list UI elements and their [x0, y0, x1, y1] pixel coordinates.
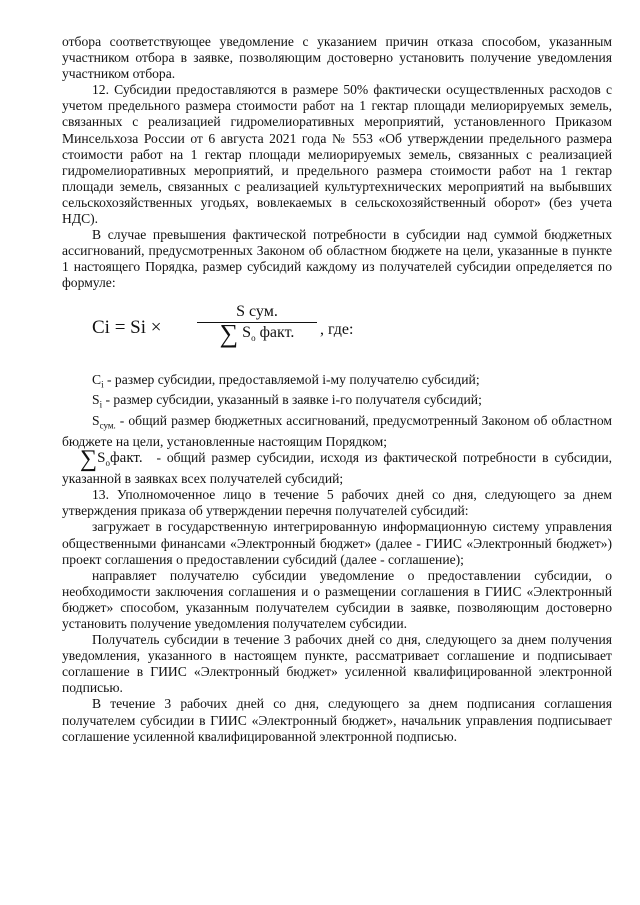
- definition-ssum-sub: сум.: [99, 420, 116, 431]
- formula-tail: , где:: [320, 320, 354, 338]
- paragraph-p1: 12. Субсидии предоставляются в размере 50% фактически осуществленных расходов с учетом предельного размера стоимости работ на 1 гектар площади мелиорируемых земель, связанных с реализацией гидромелиоративных мероприятий, установленного Приказом Минсельхоза России от 6 августа 2021 года № 553 «Об утверждении предельного размера стоимости работ на 1 гектар площади мелиорируемых земель, связанных с реализацией гидромелиоративных мероприятий, и предельного размера стоимости работ на 1 гектар площади земель, связанных с реализацией культуртехнических мероприятий на выбывших сельскохозяйственных угодьях, вовлекаемых в сельскохозяйственный оборот» (без учета НДС).: [62, 82, 612, 227]
- formula-denominator: [197, 318, 317, 348]
- definition-ci-symbol: C: [92, 371, 102, 387]
- sum-inline-s: S: [97, 450, 106, 467]
- definition-ssum-text: - общий размер бюджетных ассигнований, предусмотренный Законом об областном бюджете на цели, установленные настоящим Порядком;: [62, 413, 612, 449]
- definition-si-sub: i: [99, 400, 103, 411]
- definition-sum-fakt: [62, 446, 612, 487]
- subsidy-formula: [92, 300, 612, 362]
- sum-inline-sub: о: [105, 458, 110, 469]
- definition-ssum-symbol: S: [92, 413, 100, 429]
- definition-ssum: [62, 413, 612, 450]
- sigma-symbol: ∑: [219, 318, 239, 348]
- definition-si-text: - размер субсидии, указанный в заявке i-го получателя субсидий;: [102, 392, 482, 408]
- definition-si: [62, 392, 612, 413]
- paragraph-p6: загружает в государственную интегрированную информационную систему управления общественными финансами «Электронный бюджет» (далее - ГИИС «Электронный бюджет») проект соглашения о предоставлении субсидий (далее - соглашение);: [62, 519, 612, 567]
- paragraph-p8-start: Получатель субсидии в течение 3 рабочих дней со дня, следующего за днем: [92, 632, 547, 648]
- paragraph-p5: 13. Уполномоченное лицо в течение 5 рабочих дней со дня, следующего за днем утверждения приказа об утверждении перечня получателей субсидий:: [62, 487, 612, 519]
- formula-numerator: S сум.: [197, 304, 317, 323]
- definition-ci-text: - размер субсидии, предоставляемой i-му получателю субсидий;: [103, 371, 480, 387]
- definition-ci-sub: i: [101, 379, 104, 390]
- document-page: [62, 34, 612, 745]
- definition-ci: [62, 372, 612, 393]
- formula-den-text: факт.: [259, 323, 295, 341]
- paragraph-p2: В случае превышения фактической потребности в субсидии над суммой бюджетных ассигнований, предусмотренных Законом об областном бюджете на цели, указанные в пункте 1 настоящего Порядка, размер субсидий каждому из получателей субсидии определяется по формуле:: [62, 227, 612, 291]
- paragraph-p8-end: получения уведомления, указанного в настоящем пункте, рассматривает соглашение и подписывает соглашение в ГИИС «Электронный бюджет» усиленной квалифицированной электронной подписью.: [62, 632, 612, 696]
- sigma-symbol: ∑: [80, 446, 98, 473]
- sum-inline-fakt: факт.: [109, 450, 143, 467]
- paragraph-p8: [62, 632, 612, 696]
- sum-inline-formula: [80, 446, 143, 473]
- definition-sum-fakt-text: - общий размер субсидии, исходя из фактической потребности в субсидии, указанной в заявках всех получателей субсидий;: [62, 450, 612, 487]
- formula-lhs: Ci = Si ×: [92, 316, 162, 338]
- formula-den-s: S: [242, 323, 252, 341]
- definition-si-symbol: S: [92, 392, 100, 408]
- paragraph-p7: направляет получателю субсидии уведомление о предоставлении субсидии, о необходимости заключения соглашения и о размещении соглашения в ГИИС «Электронный бюджет» способом, указанным получателем субсидии в заявке, позволяющим достоверно установить получение уведомления получателем субсидии.: [62, 567, 612, 631]
- formula-fraction: [197, 304, 317, 346]
- paragraph-p9: В течение 3 рабочих дней со дня, следующего за днем подписания соглашения получателем субсидии в ГИИС «Электронный бюджет», начальник управления подписывает соглашение усиленной квалифицированной электронной подписью.: [62, 696, 612, 744]
- paragraph-p0: отбора соответствующее уведомление с указанием причин отказа способом, указанным участником отбора в заявке, позволяющим достоверно установить получение уведомления участником отбора.: [62, 34, 612, 82]
- formula-den-sub: о: [251, 332, 256, 343]
